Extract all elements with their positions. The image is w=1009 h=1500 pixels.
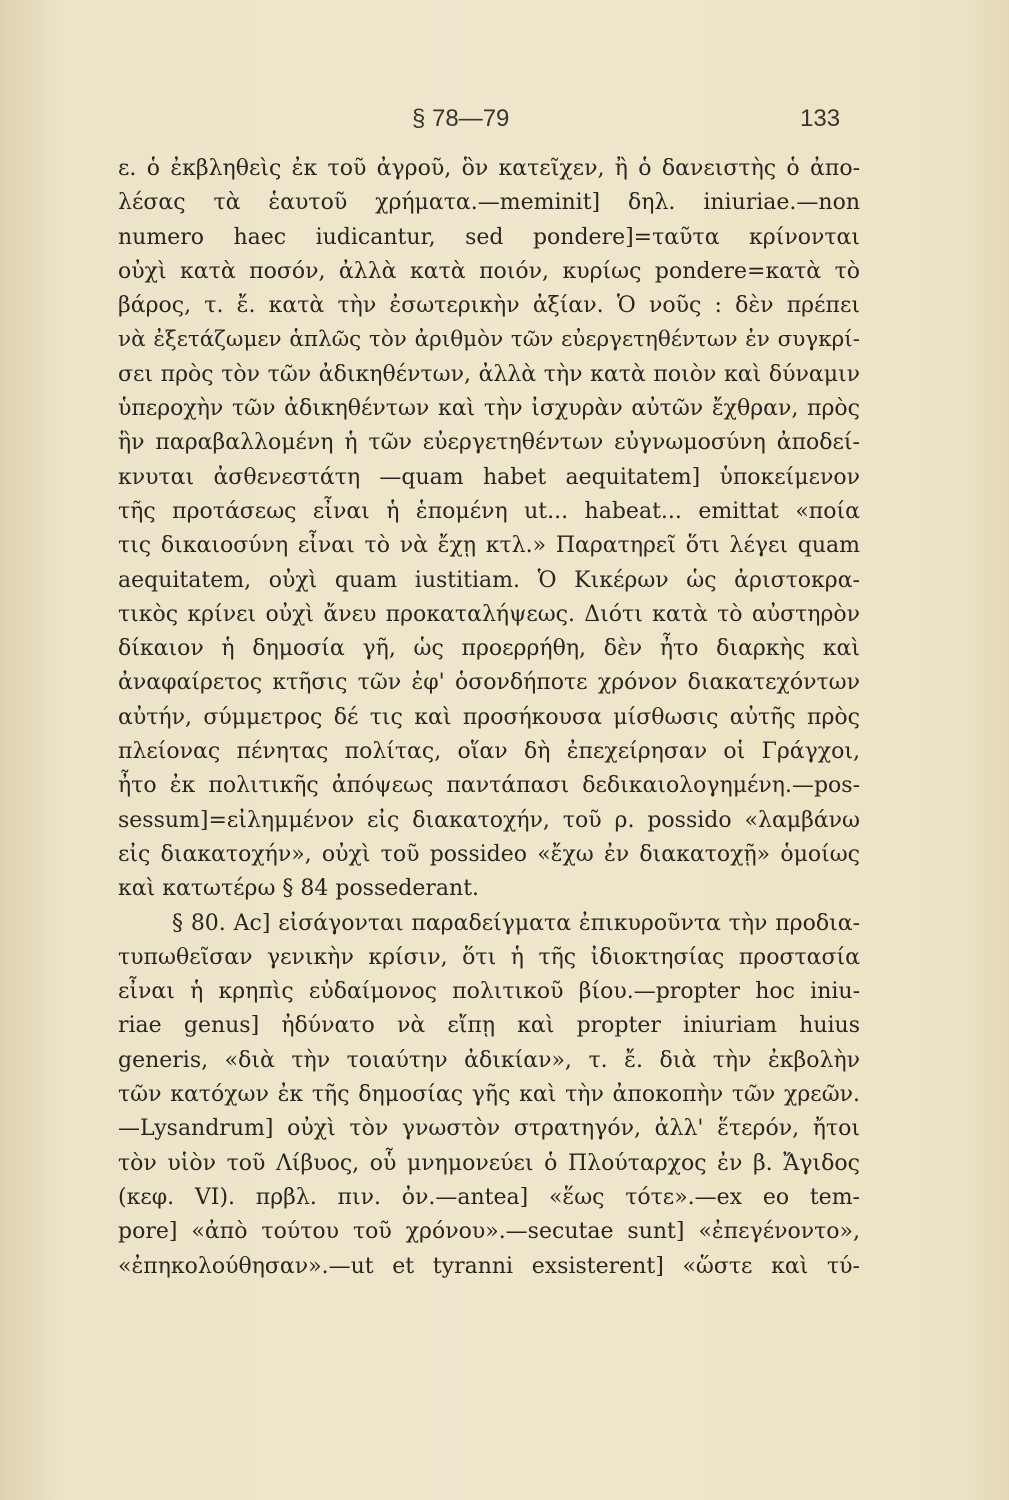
section-reference: § 78—79	[412, 105, 510, 132]
text-line: sessum]=εἰλημμένον εἰς διακατοχήν, τοῦ ρ. possido «λαμβάνω	[118, 807, 860, 833]
text-line: ε. ὁ ἐκβληθεὶς ἐκ τοῦ ἀγροῦ, ὃν κατεῖχεν, ἢ ὁ δανειστὴς ὁ ἀπο-	[118, 156, 860, 181]
paragraph-1	[118, 152, 860, 907]
text-line: εἶναι ἡ κρηπὶς εὐδαίμονος πολιτικοῦ βίου.—propter hoc iniu-	[118, 979, 860, 1005]
text-line: aequitatem, οὐχὶ quam iustitiam. Ὁ Κικέρων ὡς ἀριστοκρα-	[118, 567, 860, 593]
text-line: riae genus] ἠδύνατο νὰ εἴπῃ καὶ propter iniuriam huius	[118, 1013, 860, 1039]
paragraph-2	[118, 907, 860, 1284]
text-line: pore] «ἀπὸ τούτου τοῦ χρόνου».—secutae sunt] «ἐπεγένοντο»,	[118, 1219, 860, 1245]
text-line: (κεφ. VI). πρβλ. πιν. ὀν.—antea] «ἕως τότε».—ex eo tem-	[118, 1184, 860, 1210]
text-line: δίκαιον ἡ δημοσία γῆ, ὡς προερρήθη, δὲν ἦτο διαρκὴς καὶ	[118, 636, 860, 662]
text-line: τυπωθεῖσαν γενικὴν κρίσιν, ὅτι ἡ τῆς ἰδιοκτησίας προστασία	[118, 944, 860, 970]
text-line: σει πρὸς τὸν τῶν ἀδικηθέντων, ἀλλὰ τὴν κατὰ ποιὸν καὶ δύναμιν	[118, 361, 860, 387]
text-line: οὐχὶ κατὰ ποσόν, ἀλλὰ κατὰ ποιόν, κυρίως pondere=κατὰ τὸ	[118, 258, 860, 284]
page-header	[0, 105, 1009, 145]
text-line: τικὸς κρίνει οὐχὶ ἄνευ προκαταλήψεως. Διότι κατὰ τὸ αὐστηρὸν	[118, 601, 860, 627]
text-line: ἣν παραβαλλομένη ἡ τῶν εὐεργετηθέντων εὐγνωμοσύνη ἀποδεί-	[118, 430, 860, 456]
text-line: αὐτήν, σύμμετρος δέ τις καὶ προσήκουσα μίσθωσις αὐτῆς πρὸς	[118, 704, 860, 730]
text-line: ἦτο ἐκ πολιτικῆς ἀπόψεως παντάπασι δεδικαιολογημένη.—pos-	[118, 773, 860, 799]
body-text	[118, 152, 860, 1284]
text-line: βάρος, τ. ἔ. κατὰ τὴν ἐσωτερικὴν ἀξίαν. Ὁ νοῦς : δὲν πρέπει	[118, 293, 860, 319]
text-line: ὑπεροχὴν τῶν ἀδικηθέντων καὶ τὴν ἰσχυρὰν αὐτῶν ἔχθραν, πρὸς	[118, 396, 860, 422]
text-line: κνυται ἀσθενεστάτη —quam habet aequitatem] ὑποκείμενον	[118, 464, 860, 490]
text-line: λέσας τὰ ἑαυτοῦ χρήματα.—meminit] δηλ. iniuriae.—non	[118, 190, 860, 216]
text-line: § 80. Ac] εἰσάγονται παραδείγματα ἐπικυροῦντα τὴν προδια-	[172, 910, 860, 936]
text-line: ἀναφαίρετος κτῆσις τῶν ἐφ' ὁσονδήποτε χρόνον διακατεχόντων	[118, 670, 860, 696]
text-line: numero haec iudicantur, sed pondere]=ταῦτα κρίνονται	[118, 224, 860, 250]
text-line: «ἐπηκολούθησαν».—ut et tyranni exsisterent] «ὥστε καὶ τύ-	[118, 1253, 860, 1279]
text-line: εἰς διακατοχήν», οὐχὶ τοῦ possideo «ἔχω ἐν διακατοχῇ» ὁμοίως	[118, 841, 860, 867]
text-line: generis, «διὰ τὴν τοιαύτην ἀδικίαν», τ. ἔ. διὰ τὴν ἐκβολὴν	[118, 1047, 860, 1073]
text-line: τῶν κατόχων ἐκ τῆς δημοσίας γῆς καὶ τὴν ἀποκοπὴν τῶν χρεῶν.	[118, 1082, 860, 1108]
text-line: τις δικαιοσύνη εἶναι τὸ νὰ ἔχῃ κτλ.» Παρατηρεῖ ὅτι λέγει quam	[118, 533, 860, 559]
text-line: πλείονας πένητας πολίτας, οἵαν δὴ ἐπεχείρησαν οἱ Γράγχοι,	[118, 739, 860, 765]
text-line: τῆς προτάσεως εἶναι ἡ ἑπομένη ut... habeat... emittat «ποία	[118, 498, 860, 524]
text-line: τὸν υἱὸν τοῦ Λίβυος, οὗ μνημονεύει ὁ Πλούταρχος ἐν β. Ἄγιδος	[118, 1150, 860, 1176]
text-line: νὰ ἐξετάζωμεν ἁπλῶς τὸν ἀριθμὸν τῶν εὐεργετηθέντων ἐν συγκρί-	[118, 327, 860, 353]
text-line: —Lysandrum] οὐχὶ τὸν γνωστὸν στρατηγόν, ἀλλ' ἕτερόν, ἤτοι	[118, 1116, 860, 1142]
page-number: 133	[800, 105, 841, 132]
text-line: καὶ κατωτέρω § 84 possederant.	[118, 876, 480, 902]
